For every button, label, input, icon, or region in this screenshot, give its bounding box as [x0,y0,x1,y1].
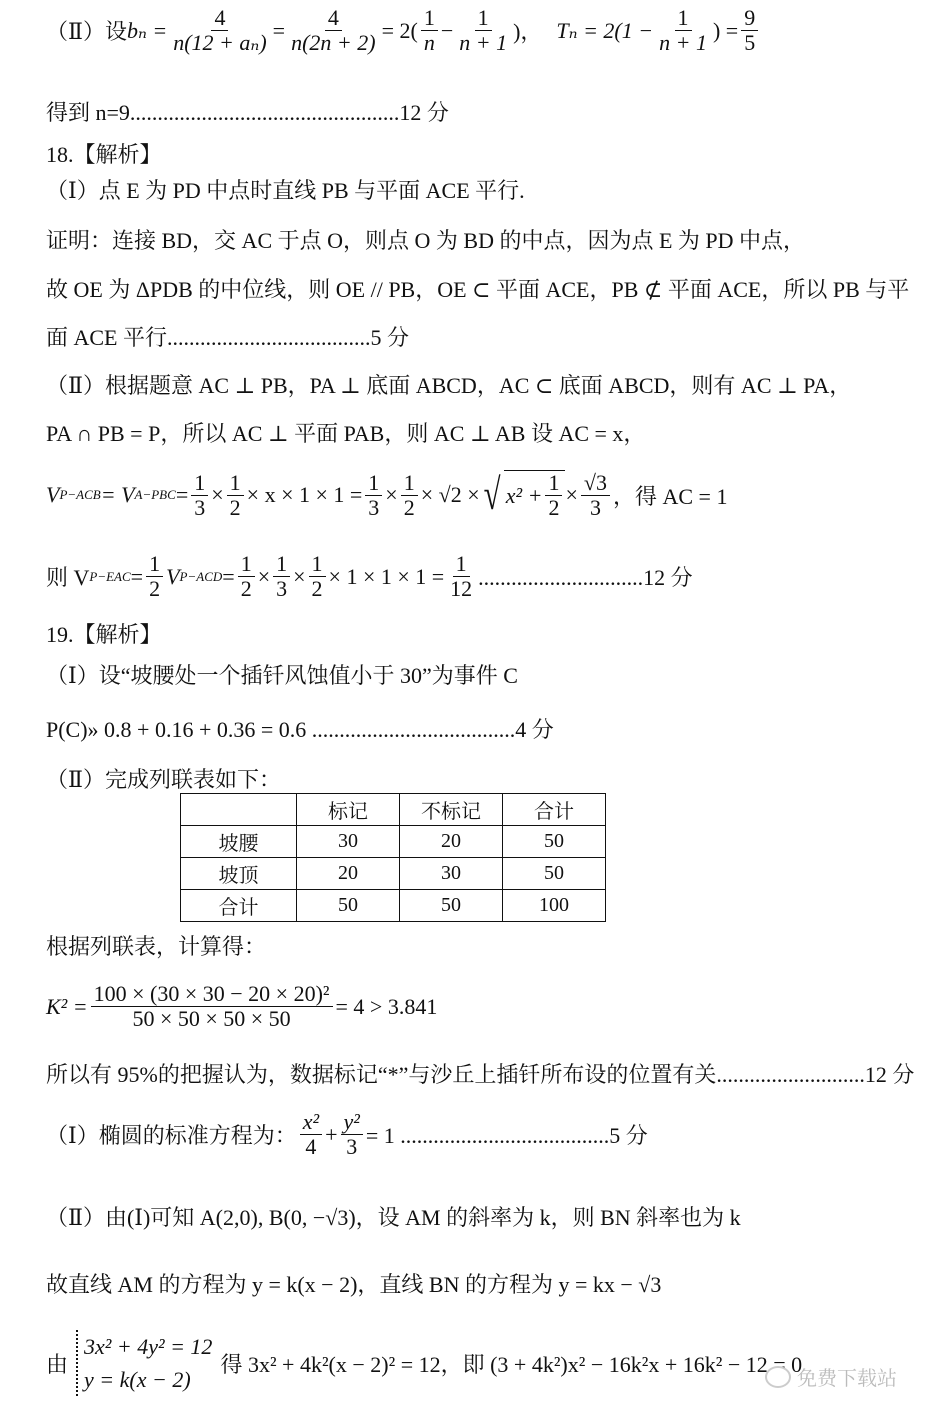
fraction [273,552,290,601]
math: × √2 × [420,482,480,508]
equation: 3x² + 4y² = 12 [84,1334,213,1359]
fraction [581,471,610,520]
table-cell: 20 [400,826,503,858]
math: = V [100,482,135,508]
den: 2 [403,494,415,520]
fraction [227,471,244,520]
line-19-part1: （Ⅰ）设“坡腰处一个插钎风蚀值小于 30”为事件 C [46,663,518,688]
den: 12 [450,576,473,602]
table-cell: 50 [400,890,503,922]
den: n(2n + 2) [291,30,376,56]
num: 1 [191,471,208,496]
num: 1 [273,552,290,577]
line-proof: 证明：连接 BD，交 AC 于点 O，则点 O 为 BD 的中点，因为点 E 为 PD 中点， [46,228,806,253]
math: = [272,17,286,43]
contingency-table [180,793,606,922]
fraction [421,6,438,55]
square-root [480,470,566,520]
num: 4 [211,6,228,31]
text: （Ⅰ）椭圆的标准方程为： [46,1123,297,1149]
num: 1 [227,471,244,496]
num: 1 [675,6,692,31]
watermark [765,1362,897,1391]
den: n + 1 [459,30,508,56]
fraction [447,552,475,601]
table-cell: 坡顶 [181,858,297,890]
math: ..............................12 分 [478,565,693,591]
math: = [175,482,189,508]
table-cell: 标记 [297,794,400,826]
watermark-text: 免费下载站 [797,1366,897,1390]
table-cell: 50 [503,858,606,890]
num: y² [341,1110,363,1135]
chat-bubble-icon [765,1366,791,1388]
line-conclusion: 所以有 95%的把握认为，数据标记“*”与沙丘上插钎所布设的位置有关...........................12 分 [46,1062,915,1087]
den: 2 [229,494,241,520]
num: 1 [238,552,255,577]
math: Tₙ = 2(1 − [556,17,654,43]
line-proof2: 故 OE 为 ΔPDB 的中位线，则 OE // PB，OE ⊂ 平面 ACE，PB ⊄ 平面 ACE，所以 PB 与平 [46,277,910,302]
math: ) = [712,17,739,43]
heading-19: 19.【解析】 [46,622,162,647]
math: V [46,482,60,508]
text: 由 [46,1351,69,1377]
num: 1 [475,6,492,31]
table-row [181,826,606,858]
math: V [166,563,180,589]
math: × [257,563,271,589]
table-cell: 30 [297,826,400,858]
den: 50 × 50 × 50 × 50 [132,1006,291,1032]
math: 则 V [46,565,90,591]
line-part2-bn [46,6,761,55]
fraction [545,471,562,520]
table-row [181,858,606,890]
den: 3 [589,494,601,520]
num: 1 [401,471,418,496]
line-probability: P(C)» 0.8 + 0.16 + 0.36 = 0.6 .....................................4 分 [46,717,554,742]
den: 3 [368,494,380,520]
num: x² [300,1110,322,1135]
table-cell: 坡腰 [181,826,297,858]
den: 3 [346,1134,358,1160]
fraction [365,471,382,520]
table-cell: 20 [297,858,400,890]
line-points: （Ⅱ）由(Ⅰ)可知 A(2,0), B(0, −√3)，设 AM 的斜率为 k，则 BN 斜率也为 k [46,1205,741,1230]
fraction [288,6,379,55]
line-proof3: 面 ACE 平行.....................................5 分 [46,325,410,350]
num: 4 [325,6,342,31]
line-18-part1: （Ⅰ）点 E 为 PD 中点时直线 PB 与平面 ACE 平行. [46,178,525,203]
math: = 2( [381,17,418,43]
fraction [341,1110,363,1159]
radical-sign: √ [483,470,501,520]
fraction [456,6,510,55]
table-cell [181,794,297,826]
line-equations: 故直线 AM 的方程为 y = k(x − 2)，直线 BN 的方程为 y = kx − √3 [46,1272,662,1297]
den: 2 [240,576,252,602]
math: bₙ = [126,17,168,43]
den: 2 [149,576,161,602]
fraction [741,6,758,55]
math: × x × 1 × 1 = [246,482,363,508]
text: （Ⅱ）设 [46,19,127,45]
math: = 4 > 3.841 [335,993,438,1019]
math: = [222,563,235,589]
line-ellipse [46,1110,648,1159]
num: 100 × (30 × 30 − 20 × 20)² [91,982,333,1007]
fraction [170,6,269,55]
math: = [130,563,144,589]
math: + [325,1121,338,1147]
equation: y = k(x − 2) [84,1367,191,1392]
math: ，得 AC = 1 [612,483,728,509]
subscript: P−ACB [59,487,101,503]
subscript: P−ACD [179,568,223,584]
table-cell: 不标记 [400,794,503,826]
table-row [181,890,606,922]
den: 4 [305,1134,317,1160]
fraction [309,552,326,601]
line-18-part2b: PA ∩ PB = P，所以 AC ⊥ 平面 PAB，则 AC ⊥ AB 设 AC = x， [46,421,646,446]
line-n9: 得到 n=9.................................................12 分 [46,100,449,125]
table-cell: 合计 [503,794,606,826]
line-chi-square [46,982,437,1031]
math: × [385,482,398,508]
table-cell: 30 [400,858,503,890]
fraction [656,6,710,55]
table-header-row [181,794,606,826]
num: 1 [365,471,382,496]
line-compute: 根据列联表，计算得： [46,934,267,959]
math: x² + [505,482,543,508]
den: 2 [548,495,560,521]
line-18-part2: （Ⅱ）根据题意 AC ⊥ PB，PA ⊥ 底面 ABCD，AC ⊂ 底面 ABCD，则有 AC ⊥ PA， [46,373,852,398]
equation-system [76,1330,212,1396]
line-volume [46,470,727,520]
math: × 1 × 1 × 1 = [328,563,445,589]
math: )， [513,19,543,45]
den: n(12 + aₙ) [173,30,267,56]
table-cell: 100 [503,890,606,922]
line-system [46,1330,802,1396]
fraction [238,552,255,601]
num: 1 [146,552,163,577]
den: n [423,30,435,56]
fraction [91,982,333,1031]
fraction [401,471,418,520]
table-cell: 50 [297,890,400,922]
subscript: A−PBC [134,487,176,503]
math: − [440,17,454,43]
table-cell: 50 [503,826,606,858]
den: 3 [194,494,206,520]
den: 2 [311,576,323,602]
fraction [146,552,163,601]
num: 1 [453,552,470,577]
num: 1 [421,6,438,31]
num: 1 [545,471,562,496]
den: n + 1 [659,30,707,56]
num: √3 [581,471,610,496]
heading-18: 18.【解析】 [46,142,162,167]
den: 5 [744,30,756,56]
math: × [293,563,306,589]
math: × [565,482,578,508]
num: 1 [309,552,326,577]
math: K² = [46,993,88,1019]
line-volume2 [46,552,693,601]
den: 3 [276,576,288,602]
line-table-intro: （Ⅱ）完成列联表如下： [46,767,281,792]
fraction [300,1110,322,1159]
math: × [211,482,224,508]
math: = 1 ......................................5 分 [365,1123,648,1149]
subscript: P−EAC [89,568,131,584]
math: 得 3x² + 4k²(x − 2)² = 12，即 (3 + 4k²)x² − 16k²x + 16k² − 12 = 0 [220,1351,803,1377]
fraction [191,471,208,520]
num: 9 [741,6,758,31]
table-cell: 合计 [181,890,297,922]
